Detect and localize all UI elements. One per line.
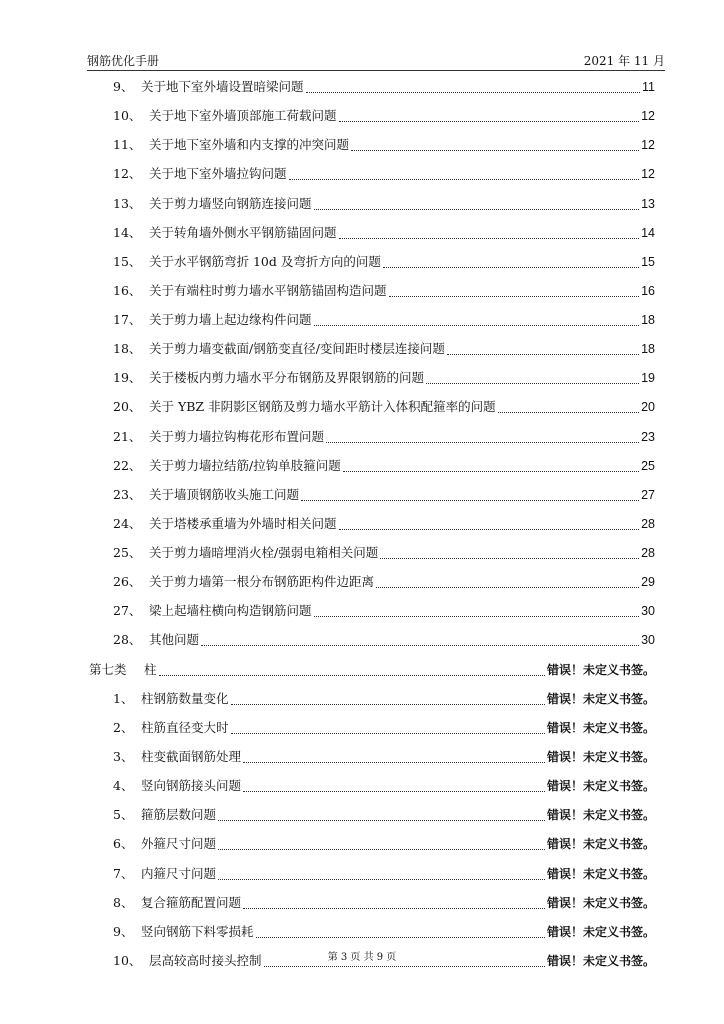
toc-entry[interactable] <box>113 601 655 621</box>
toc-entry-number: 23、 <box>113 487 142 502</box>
toc-entry[interactable] <box>113 805 655 825</box>
toc-entry-page: 25 <box>641 459 655 473</box>
toc-entry[interactable] <box>113 339 655 359</box>
toc-entry-title: 复合箍筋配置问题 <box>141 895 242 910</box>
header-date: 2021 年 11 月 <box>583 54 665 68</box>
toc-entry[interactable] <box>113 630 655 650</box>
toc-entry-page: 27 <box>641 488 655 502</box>
dot-leader <box>339 121 640 122</box>
toc-entry-title: 层高较高时接头控制 <box>149 953 262 968</box>
dot-leader <box>498 412 640 413</box>
dot-leader <box>264 966 545 967</box>
toc-entry-title: 关于地下室外墙拉钩问题 <box>149 166 287 181</box>
toc-entry-page: 12 <box>641 109 655 123</box>
toc-entry[interactable] <box>113 252 655 272</box>
toc-entry-number: 25、 <box>113 545 142 560</box>
toc-entry-title: 关于剪力墙上起边缘构件问题 <box>149 312 312 327</box>
toc-entry-number: 26、 <box>113 574 142 589</box>
toc-entry[interactable] <box>113 135 655 155</box>
toc-entry-title: 关于剪力墙暗埋消火栓/强弱电箱相关问题 <box>149 545 379 560</box>
toc-entry-number: 14、 <box>113 225 142 240</box>
toc-entry-number: 10、 <box>113 108 142 123</box>
dot-leader <box>256 937 545 938</box>
toc-entry[interactable] <box>113 864 655 884</box>
toc-entry-page: 18 <box>641 313 655 327</box>
toc-entry-page: 20 <box>641 400 655 414</box>
toc-entry[interactable] <box>89 660 655 680</box>
toc-entry[interactable] <box>113 776 655 796</box>
dot-leader <box>301 500 639 501</box>
toc-entry-page: 13 <box>641 197 655 211</box>
page-header <box>87 52 665 71</box>
toc-entry[interactable] <box>113 689 655 709</box>
toc-entry-number: 28、 <box>113 632 142 647</box>
dot-leader <box>376 587 639 588</box>
toc-entry[interactable] <box>113 718 655 738</box>
toc-entry[interactable] <box>113 164 655 184</box>
dot-leader <box>339 529 640 530</box>
toc-entry-number: 8、 <box>113 895 134 910</box>
toc-entry-title: 关于地下室外墙顶部施工荷载问题 <box>149 108 337 123</box>
dot-leader <box>201 645 639 646</box>
dot-leader <box>159 675 545 676</box>
toc-entry[interactable] <box>113 485 655 505</box>
toc-entry-page: 错误！未定义书签。 <box>546 808 655 822</box>
toc-entry-title: 箍筋层数问题 <box>141 807 217 822</box>
dot-leader <box>231 704 545 705</box>
dot-leader <box>218 879 545 880</box>
toc-entry[interactable] <box>113 368 655 388</box>
toc-entry-page: 错误！未定义书签。 <box>546 925 655 939</box>
toc-entry-number: 17、 <box>113 312 142 327</box>
toc-entry-title: 其他问题 <box>149 632 200 647</box>
dot-leader <box>426 383 639 384</box>
toc-entry-page: 错误！未定义书签。 <box>546 837 655 851</box>
toc-entry-number: 7、 <box>113 866 134 881</box>
toc-entry[interactable] <box>113 77 655 97</box>
toc-entry-page: 30 <box>641 604 655 618</box>
toc-entry-page: 19 <box>641 371 655 385</box>
toc-entry-page: 28 <box>641 517 655 531</box>
toc-entry-page: 14 <box>641 226 655 240</box>
toc-entry-page: 15 <box>641 255 655 269</box>
toc-entry-page: 28 <box>641 546 655 560</box>
toc-entry-title: 竖向钢筋接头问题 <box>141 778 242 793</box>
toc-entry-title: 关于地下室外墙设置暗梁问题 <box>141 79 304 94</box>
toc-entry-title: 柱 <box>144 662 157 677</box>
toc-entry-number: 6、 <box>113 836 134 851</box>
dot-leader <box>326 442 639 443</box>
toc-entry-number: 20、 <box>113 399 142 414</box>
toc-entry-title: 关于剪力墙拉结筋/拉钩单肢箍问题 <box>149 458 341 473</box>
dot-leader <box>389 296 640 297</box>
toc-entry-page: 错误！未定义书签。 <box>546 896 655 910</box>
header-title: 钢筋优化手册 <box>87 54 160 68</box>
toc-entry[interactable] <box>113 223 655 243</box>
toc-entry-number: 24、 <box>113 516 142 531</box>
toc-entry[interactable] <box>113 310 655 330</box>
toc-entry-title: 关于楼板内剪力墙水平分布钢筋及界限钢筋的问题 <box>149 370 425 385</box>
dot-leader <box>243 908 545 909</box>
toc-entry-page: 错误！未定义书签。 <box>546 779 655 793</box>
toc-entry[interactable] <box>113 106 655 126</box>
toc-entry-title: 外箍尺寸问题 <box>141 836 217 851</box>
toc-entry-page: 错误！未定义书签。 <box>546 721 655 735</box>
toc-entry-title: 柱钢筋数量变化 <box>141 691 229 706</box>
dot-leader <box>351 150 639 151</box>
toc-entry-title: 柱筋直径变大时 <box>141 720 229 735</box>
toc-entry-number: 18、 <box>113 341 142 356</box>
toc-entry[interactable] <box>113 893 655 913</box>
toc-entry-title: 内箍尺寸问题 <box>141 866 217 881</box>
dot-leader <box>314 616 640 617</box>
dot-leader <box>343 471 639 472</box>
toc-entry-title: 关于地下室外墙和内支撑的冲突问题 <box>149 137 350 152</box>
toc-entry[interactable] <box>113 397 655 417</box>
toc-entry-title: 柱变截面钢筋处理 <box>141 749 242 764</box>
toc-entry-title: 关于剪力墙拉钩梅花形布置问题 <box>149 429 325 444</box>
toc-entry[interactable] <box>113 281 655 301</box>
dot-leader <box>231 733 545 734</box>
toc-entry-number: 5、 <box>113 807 134 822</box>
toc-entry-number: 19、 <box>113 370 142 385</box>
toc-entry-title: 关于水平钢筋弯折 10d 及弯折方向的问题 <box>149 254 381 269</box>
toc-entry[interactable] <box>113 922 655 942</box>
toc-entry-page: 错误！未定义书签。 <box>546 663 655 677</box>
toc-entry-page: 错误！未定义书签。 <box>546 692 655 706</box>
dot-leader <box>243 791 545 792</box>
toc-entry-title: 关于有端柱时剪力墙水平钢筋锚固构造问题 <box>149 283 387 298</box>
toc-entry-number: 1、 <box>113 691 134 706</box>
toc-entry-number: 第七类 <box>89 662 127 677</box>
toc-entry-title: 关于塔楼承重墙为外墙时相关问题 <box>149 516 337 531</box>
toc-entry-number: 13、 <box>113 196 142 211</box>
toc-entry-title: 关于剪力墙变截面/钢筋变直径/变间距时楼层连接问题 <box>149 341 445 356</box>
toc-entry-title: 关于墙顶钢筋收头施工问题 <box>149 487 300 502</box>
dot-leader <box>306 92 641 93</box>
toc-entry-number: 3、 <box>113 749 134 764</box>
dot-leader <box>383 267 639 268</box>
toc-entry-number: 21、 <box>113 429 142 444</box>
toc-entry-number: 9、 <box>113 924 134 939</box>
toc-entry-page: 18 <box>641 342 655 356</box>
dot-leader <box>447 354 639 355</box>
toc-entry[interactable] <box>113 427 655 447</box>
toc-entry-number: 9、 <box>113 79 134 94</box>
toc-entry-page: 29 <box>641 575 655 589</box>
toc-entry-title: 竖向钢筋下料零损耗 <box>141 924 254 939</box>
dot-leader <box>289 179 640 180</box>
dot-leader <box>243 762 545 763</box>
toc-entry-title: 关于 YBZ 非阴影区钢筋及剪力墙水平筋计入体积配箍率的问题 <box>149 399 496 414</box>
dot-leader <box>314 325 640 326</box>
toc-entry-number: 16、 <box>113 283 142 298</box>
toc-entry[interactable] <box>113 194 655 214</box>
toc-entry-page: 12 <box>641 138 655 152</box>
toc-entry-title: 关于剪力墙第一根分布钢筋距构件边距离 <box>149 574 375 589</box>
toc-entry-page: 错误！未定义书签。 <box>546 750 655 764</box>
toc-entry[interactable] <box>113 834 655 854</box>
toc-entry-page: 23 <box>641 430 655 444</box>
toc-entry-page: 12 <box>641 167 655 181</box>
toc-entry-page: 错误！未定义书签。 <box>546 867 655 881</box>
dot-leader <box>339 238 640 239</box>
toc-entry-page: 错误！未定义书签。 <box>546 954 655 968</box>
toc-entry[interactable] <box>113 747 655 767</box>
toc-entry[interactable] <box>113 572 655 592</box>
toc-entry-page: 11 <box>642 80 655 94</box>
toc-entry[interactable] <box>113 514 655 534</box>
toc-entry[interactable] <box>113 456 655 476</box>
toc-entry-number: 4、 <box>113 778 134 793</box>
toc-entry-page: 30 <box>641 633 655 647</box>
toc-entry[interactable] <box>113 543 655 563</box>
toc-entry-number: 22、 <box>113 458 142 473</box>
toc-entry-title: 关于剪力墙竖向钢筋连接问题 <box>149 196 312 211</box>
toc-entry-title: 梁上起墙柱横向构造钢筋问题 <box>149 603 312 618</box>
toc-entry-number: 15、 <box>113 254 142 269</box>
toc-entry-number: 2、 <box>113 720 134 735</box>
dot-leader <box>314 209 640 210</box>
toc-entry-page: 16 <box>641 284 655 298</box>
toc-entry-number: 27、 <box>113 603 142 618</box>
toc-entry-title: 关于转角墙外侧水平钢筋锚固问题 <box>149 225 337 240</box>
dot-leader <box>380 558 639 559</box>
page-footer: 第 3 页 共 9 页 <box>327 952 397 963</box>
toc-entry-number: 10、 <box>113 953 142 968</box>
dot-leader <box>218 849 545 850</box>
dot-leader <box>218 820 545 821</box>
toc-entry-number: 12、 <box>113 166 142 181</box>
toc-entry-number: 11、 <box>113 137 142 152</box>
